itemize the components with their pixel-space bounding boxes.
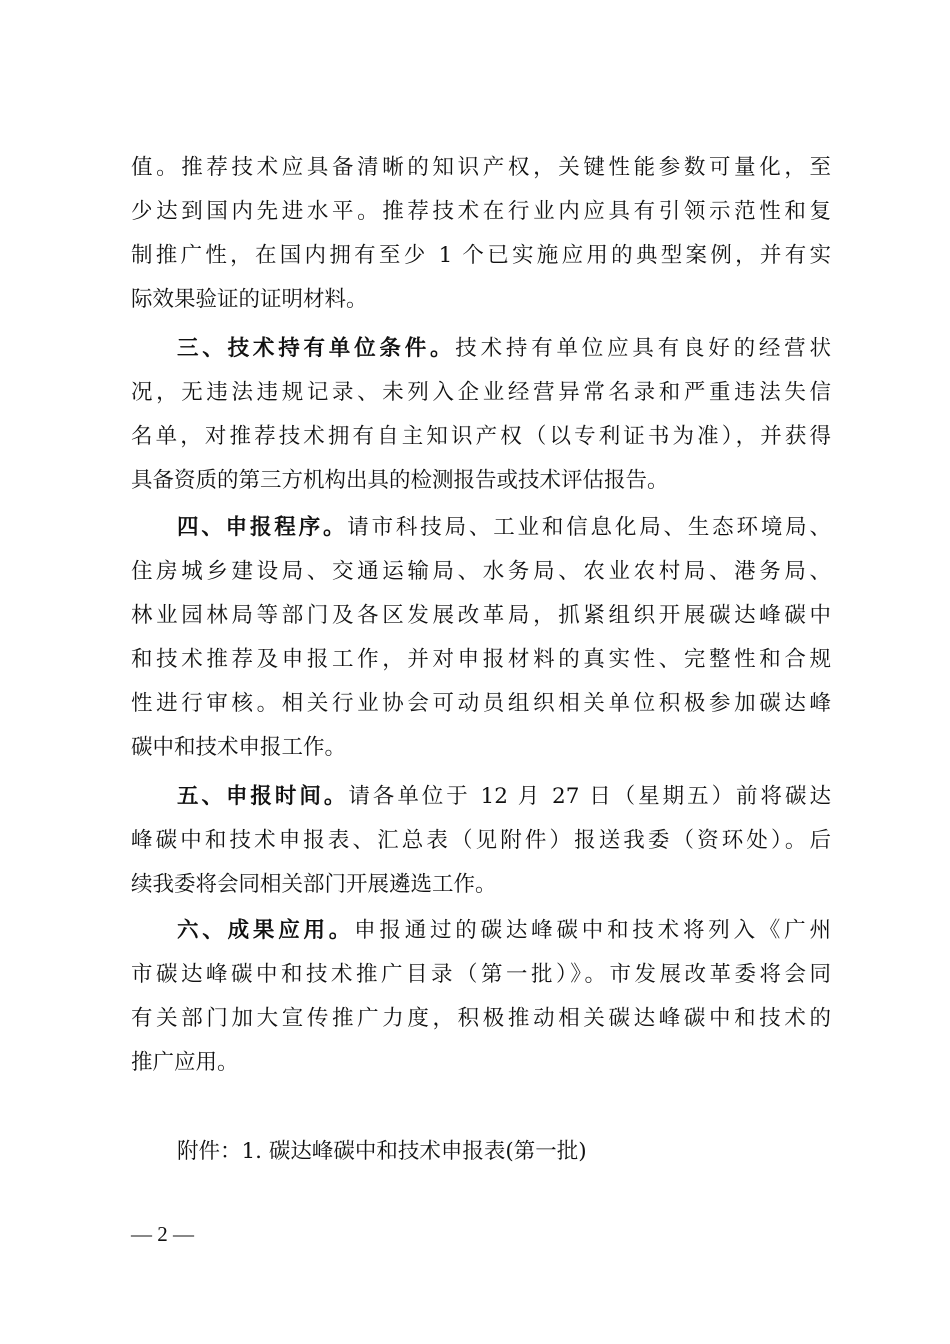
para4-line-2: 峰碳中和技术申报表、汇总表（见附件）报送我委（资环处）。后 xyxy=(131,828,831,853)
para3-line-6: 碳中和技术申报工作。 xyxy=(131,735,347,760)
attachment-line: 附件：1. 碳达峰碳中和技术申报表(第一批) xyxy=(177,1139,587,1164)
para3-first-line xyxy=(177,506,831,550)
page-number: — 2 — xyxy=(131,1222,194,1246)
para3-line-2: 住房城乡建设局、交通运输局、水务局、农业农村局、港务局、 xyxy=(131,559,831,584)
para3-line-4: 和技术推荐及申报工作，并对申报材料的真实性、完整性和合规 xyxy=(131,647,831,672)
para2-line-3: 名单，对推荐技术拥有自主知识产权（以专利证书为准），并获得 xyxy=(131,424,831,449)
para4-line-3: 续我委将会同相关部门开展遴选工作。 xyxy=(131,872,497,897)
para4-heading: 五、申报时间。 xyxy=(177,784,349,809)
para1-line-4: 际效果验证的证明材料。 xyxy=(131,287,368,312)
para5-first-line-text: 申报通过的碳达峰碳中和技术将列入《广州 xyxy=(354,918,831,943)
para1-line-2: 少达到国内先进水平。推荐技术在行业内应具有引领示范性和复 xyxy=(131,199,831,224)
para5-line-4: 推广应用。 xyxy=(131,1050,239,1075)
para1-line-3: 制推广性，在国内拥有至少 1 个已实施应用的典型案例，并有实 xyxy=(131,243,831,268)
para3-heading: 四、申报程序。 xyxy=(177,515,348,540)
para4-first-line-text: 请各单位于 12 月 27 日（星期五）前将碳达 xyxy=(348,784,831,809)
para3-first-line-text: 请市科技局、工业和信息化局、生态环境局、 xyxy=(347,515,831,540)
para5-first-line xyxy=(177,909,831,953)
para3-line-3: 林业园林局等部门及各区发展改革局，抓紧组织开展碳达峰碳中 xyxy=(131,603,831,628)
para2-line-4: 具备资质的第三方机构出具的检测报告或技术评估报告。 xyxy=(131,468,669,493)
para5-line-2: 市碳达峰碳中和技术推广目录（第一批）》。市发展改革委将会同 xyxy=(131,962,831,987)
para3-line-5: 性进行审核。相关行业协会可动员组织相关单位积极参加碳达峰 xyxy=(131,691,831,716)
para2-first-line xyxy=(177,327,831,371)
para5-heading: 六、成果应用。 xyxy=(177,918,355,943)
para2-heading: 三、技术持有单位条件。 xyxy=(177,336,456,361)
para5-line-3: 有关部门加大宣传推广力度，积极推动相关碳达峰碳中和技术的 xyxy=(131,1006,831,1031)
para2-line-2: 况，无违法违规记录、未列入企业经营异常名录和严重违法失信 xyxy=(131,380,831,405)
para1-line-1: 值。推荐技术应具备清晰的知识产权，关键性能参数可量化，至 xyxy=(131,155,831,180)
para4-first-line xyxy=(177,775,831,819)
para2-first-line-text: 技术持有单位应具有良好的经营状 xyxy=(455,336,831,361)
